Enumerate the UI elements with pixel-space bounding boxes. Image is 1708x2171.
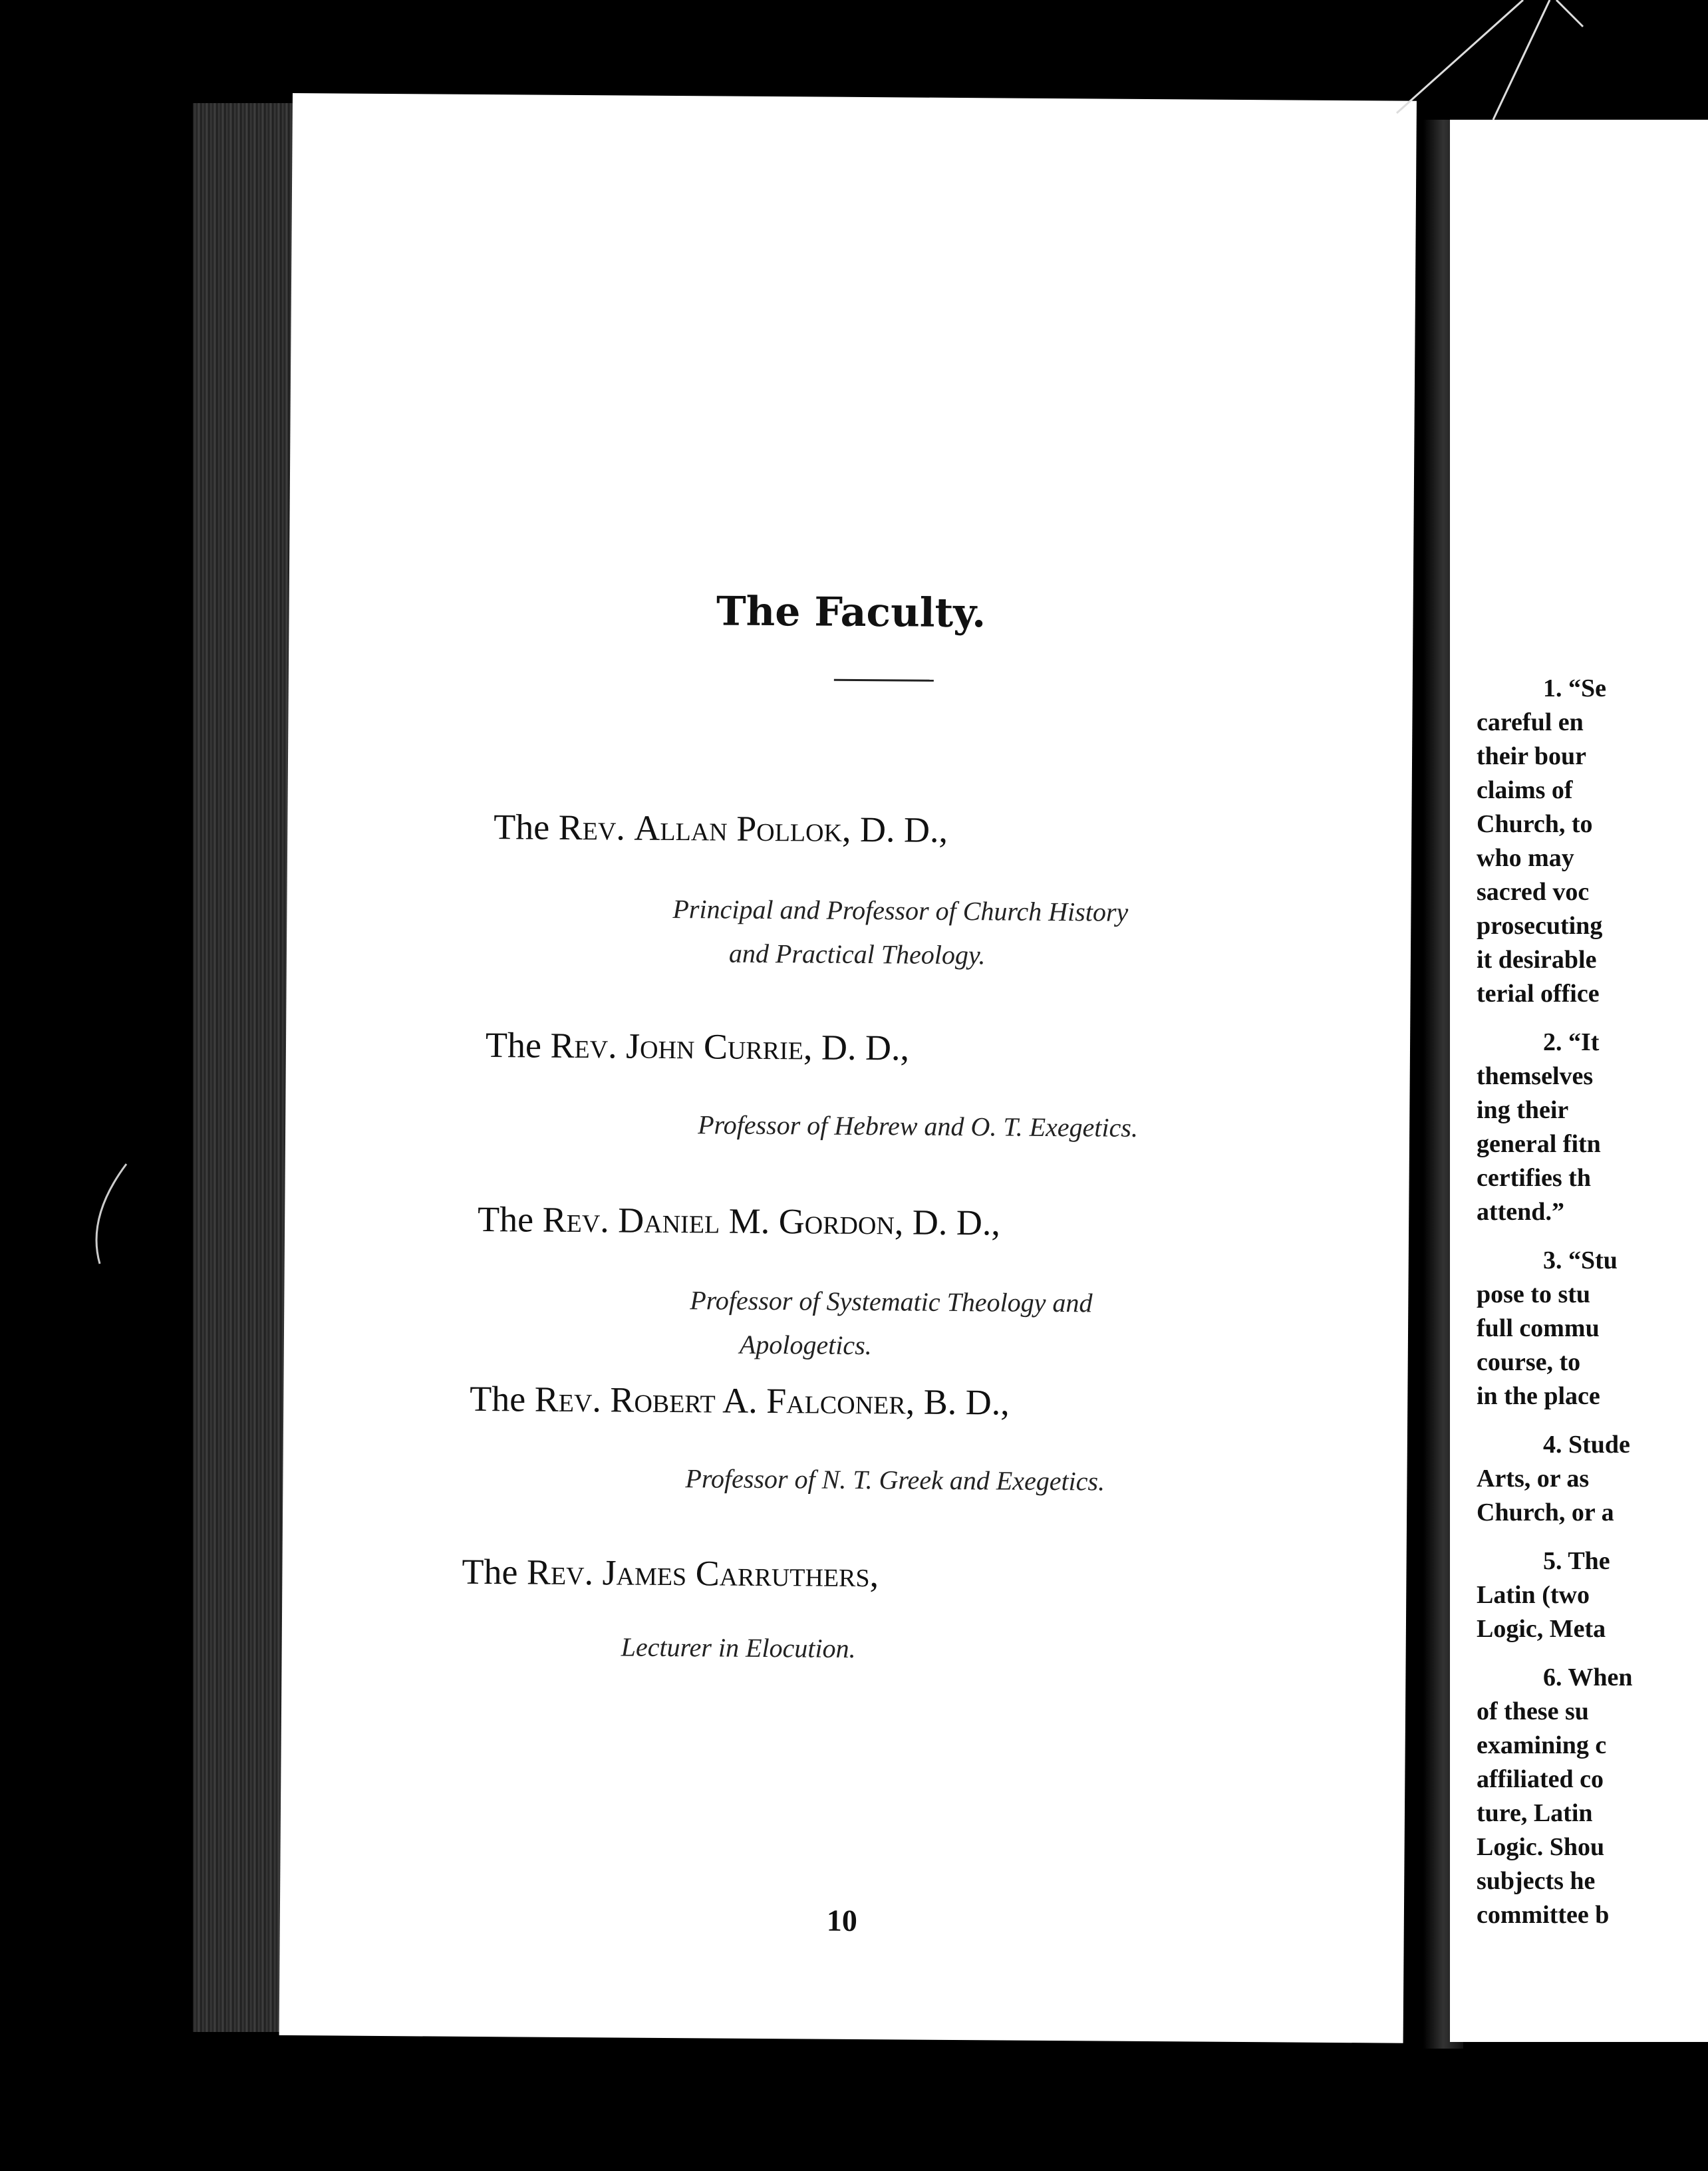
faculty-name-2: [486, 1024, 909, 1068]
text-line: ing their: [1477, 1096, 1569, 1124]
faculty-name: John Currie,: [625, 1026, 813, 1068]
faculty-prefix: The: [485, 1025, 542, 1066]
faculty-title-4-line-1: Professor of N. T. Greek and Exegetics.: [685, 1463, 1105, 1497]
text-line: themselves: [1477, 1062, 1594, 1090]
text-line: prosecuting: [1477, 912, 1603, 940]
faculty-name: James Carruthers,: [602, 1552, 879, 1595]
right-page-text: [1477, 672, 1708, 1932]
faculty-title-1-line-2: and Practical Theology.: [728, 938, 986, 970]
text-line: claims of: [1477, 776, 1573, 804]
faculty-title-3-line-1: Professor of Systematic Theology and: [690, 1285, 1093, 1318]
faculty-rev: Rev.: [550, 1025, 617, 1066]
faculty-title-2-line-1: Professor of Hebrew and O. T. Exegetics.: [698, 1109, 1139, 1143]
text-line: subjects he: [1477, 1867, 1596, 1895]
text-line: affiliated co: [1477, 1765, 1604, 1793]
text-line: sacred voc: [1477, 878, 1590, 906]
thread-line: [1493, 0, 1550, 120]
text-line: 3. “Stu: [1543, 1246, 1618, 1274]
faculty-title-3-line-2: Apologetics.: [739, 1329, 872, 1361]
text-line: Church, or a: [1477, 1499, 1614, 1526]
faculty-name-3: [478, 1199, 1000, 1243]
text-line: examining c: [1477, 1731, 1607, 1759]
text-line: 4. Stude: [1543, 1431, 1630, 1459]
text-line: general fitn: [1477, 1130, 1601, 1158]
faculty-degree: D. D.,: [859, 809, 948, 850]
faculty-prefix: The: [477, 1199, 534, 1240]
heading-rule: [834, 679, 934, 682]
text-line: of these su: [1477, 1697, 1589, 1725]
faculty-rev: Rev.: [534, 1379, 602, 1420]
text-line: in the place: [1477, 1382, 1600, 1410]
faculty-rev: Rev.: [526, 1552, 594, 1593]
thread-line: [1397, 0, 1523, 113]
thread-line: [1556, 0, 1583, 27]
faculty-rev: Rev.: [542, 1199, 610, 1240]
text-line: 5. The: [1543, 1547, 1610, 1575]
text-line: Latin (two: [1477, 1581, 1590, 1609]
faculty-name-5: [462, 1551, 879, 1595]
faculty-name: Allan Pollok,: [634, 807, 851, 849]
text-line: pose to stu: [1477, 1280, 1591, 1308]
thread-line: [96, 1164, 126, 1264]
text-line: course, to: [1477, 1348, 1581, 1376]
text-line: 2. “It: [1543, 1028, 1600, 1056]
faculty-name-1: [494, 806, 948, 851]
text-line: their bour: [1477, 742, 1587, 770]
faculty-prefix: The: [470, 1378, 526, 1419]
text-line: 1. “Se: [1543, 674, 1606, 702]
faculty-prefix: The: [462, 1551, 518, 1592]
faculty-rev: Rev.: [558, 807, 626, 848]
page-heading: The Faculty.: [716, 588, 986, 637]
faculty-degree: B. D.,: [923, 1381, 1010, 1423]
faculty-prefix: The: [494, 807, 550, 847]
text-line: careful en: [1477, 708, 1584, 736]
right-page: [1450, 120, 1708, 2042]
text-line: ture, Latin: [1477, 1799, 1593, 1827]
text-line: Logic. Shou: [1477, 1833, 1605, 1861]
faculty-name-4: [470, 1378, 1010, 1423]
text-line: Arts, or as: [1477, 1465, 1590, 1493]
text-line: attend.”: [1477, 1198, 1564, 1226]
text-line: Logic, Meta: [1477, 1615, 1606, 1643]
page-number: 10: [826, 1903, 858, 1938]
text-line: Church, to: [1477, 810, 1593, 838]
text-line: 6. When: [1543, 1664, 1633, 1691]
faculty-degree: D. D.,: [912, 1202, 1001, 1243]
text-line: it desirable: [1477, 946, 1597, 974]
faculty-title-1-line-1: Principal and Professor of Church History: [672, 894, 1129, 927]
text-line: full commu: [1477, 1314, 1600, 1342]
left-page: [279, 93, 1417, 2043]
faculty-title-5-line-1: Lecturer in Elocution.: [621, 1632, 856, 1664]
faculty-degree: D. D.,: [821, 1027, 910, 1068]
text-line: terial office: [1477, 980, 1600, 1008]
text-line: certifies th: [1477, 1164, 1591, 1192]
text-line: who may: [1477, 844, 1574, 872]
faculty-name: Robert A. Falconer,: [610, 1379, 915, 1422]
faculty-name: Daniel M. Gordon,: [618, 1200, 904, 1242]
text-line: committee b: [1477, 1901, 1610, 1929]
